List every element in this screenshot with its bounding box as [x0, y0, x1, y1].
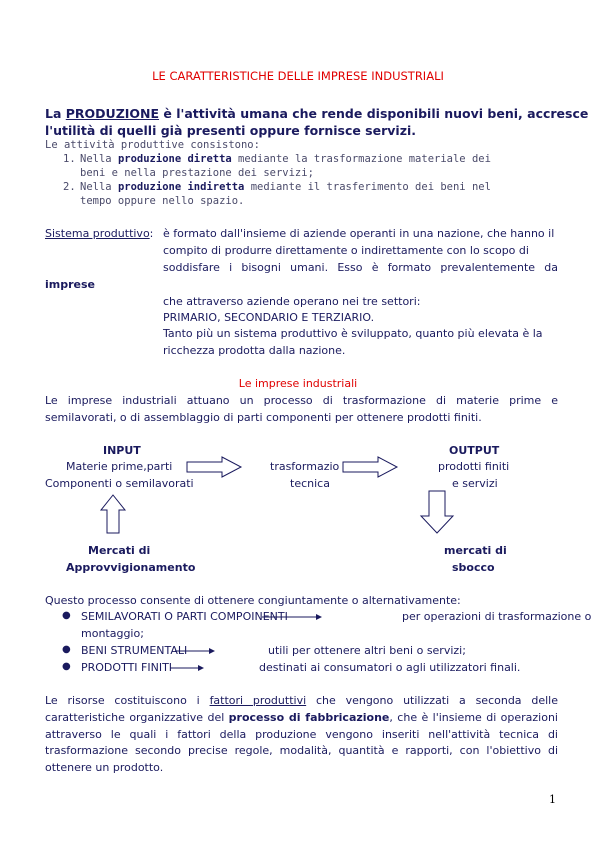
bullet-1-desc: per operazioni di trasformazione o [402, 610, 592, 623]
sistema-label-text: Sistema produttivo [45, 227, 150, 240]
arrow-right-icon [342, 456, 398, 478]
imprese-heading: Le imprese industriali [238, 377, 358, 390]
bullet-icon: ● [62, 610, 71, 621]
list-item-1-b: produzione diretta [117, 153, 232, 165]
sistema-line-4: che attraverso aziende operano nei tre settori: [163, 295, 421, 308]
intro-line-1 [45, 105, 588, 122]
risorse-line-5: ottenere un prodotto. [45, 761, 164, 774]
arrow-up-icon [100, 494, 126, 534]
intro-la: La [45, 106, 66, 121]
mercati-approvv-2: Approvvigionamento [66, 561, 196, 574]
imprese-para-1: Le imprese industriali attuano un processo di trasformazione di materie prime e [45, 394, 558, 407]
produzione-term: PRODUZIONE [65, 106, 160, 121]
sistema-imprese: imprese [45, 278, 95, 291]
sistema-label [45, 225, 153, 242]
page-number: 1 [549, 793, 556, 806]
bullet-icon: ● [62, 661, 71, 672]
output-line-1: prodotti finiti [438, 460, 510, 473]
sistema-line-2: compito di produrre direttamente o indirettamente con lo scopo di [163, 244, 529, 257]
list-item-1 [80, 152, 491, 166]
input-line-2: Componenti o semilavorati [45, 477, 194, 490]
risorse-line-2 [45, 709, 558, 726]
risorse-line-4: trasformazione secondo precise regole, modalità, quantità e rapporti, con l'obiettivo di [45, 744, 558, 757]
intro-rest: è l'attività umana che rende disponibili nuovi beni, accresce [159, 106, 589, 121]
risorse-l2-c: , che è l'insieme di operazioni [389, 711, 558, 724]
bullet-2-desc: utili per ottenere altri beni o servizi; [268, 644, 466, 657]
list-item-1-a: Nella [80, 153, 118, 165]
input-label: INPUT [103, 444, 141, 457]
intro-line-2: l'utilità di quelli già presenti oppure fornisce servizi. [45, 123, 417, 138]
list-item-1-cont: beni e nella prestazione dei servizi; [80, 167, 314, 179]
output-line-2: e servizi [452, 477, 498, 490]
risorse-l1-a: Le risorse costituiscono i [45, 694, 210, 707]
bullet-1-term: SEMILAVORATI O PARTI COMPOINENTI [81, 610, 288, 623]
mono-line-1: Le attività produttive consistono: [45, 139, 260, 151]
bullet-2-term: BENI STRUMENTALI [81, 644, 188, 657]
list-item-2-c: mediante il trasferimento dei beni nel [244, 181, 491, 193]
list-item-2-a: Nella [80, 181, 118, 193]
imprese-para-2: semilavorati, o di assemblaggio di parti componenti per ottenere prodotti finiti. [45, 411, 482, 424]
sistema-line-1: è formato dall'insieme di aziende operanti in una nazione, che hanno il [163, 227, 555, 240]
sistema-line-5: PRIMARIO, SECONDARIO E TERZIARIO. [163, 311, 375, 324]
input-line-1: Materie prime,parti [66, 460, 173, 473]
arrow-line-icon [262, 613, 322, 621]
list-item-1-c: mediante la trasformazione materiale dei [231, 153, 491, 165]
risorse-l2-a: caratteristiche organizzative del [45, 711, 229, 724]
list-item-2-b: produzione indiretta [117, 181, 245, 193]
mid-line-2: tecnica [290, 477, 330, 490]
bullet-icon: ● [62, 644, 71, 655]
fattori-produttivi-term: fattori produttivi [209, 694, 307, 707]
bullet-3-term: PRODOTTI FINITI [81, 661, 173, 674]
mercati-sbocco-1: mercati di [444, 544, 507, 557]
list-item-2 [80, 180, 491, 194]
mercati-approvv-1: Mercati di [88, 544, 151, 557]
page-title: LE CARATTERISTICHE DELLE IMPRESE INDUSTRIALI [152, 69, 444, 83]
risorse-l1-c: che vengono utilizzati a seconda delle [306, 694, 558, 707]
bullet-1-cont: montaggio; [81, 627, 144, 640]
sistema-line-3: soddisfare i bisogni umani. Esso è formato prevalentemente da [163, 261, 558, 274]
processo-fabbricazione-term: processo di fabbricazione [228, 711, 390, 724]
sistema-colon: : [149, 227, 154, 240]
list-num-2: 2. [63, 181, 76, 193]
risorse-line-1 [45, 692, 558, 709]
arrow-line-icon [175, 647, 215, 655]
mid-line-1: trasformazio [270, 460, 340, 473]
processo-intro: Questo processo consente di ottenere congiuntamente o alternativamente: [45, 594, 461, 607]
risorse-line-3: attraverso le quali i fattori della produzione vengono inseriti nell'attività tecnica di [45, 728, 558, 741]
arrow-line-icon [170, 664, 204, 672]
mercati-sbocco-2: sbocco [452, 561, 495, 574]
list-num-1: 1. [63, 153, 76, 165]
arrow-down-icon [420, 490, 454, 534]
sistema-line-6: Tanto più un sistema produttivo è sviluppato, quanto più elevata è la [163, 327, 543, 340]
list-item-2-cont: tempo oppure nello spazio. [80, 195, 245, 207]
output-label: OUTPUT [449, 444, 500, 457]
sistema-line-7: ricchezza prodotta dalla nazione. [163, 344, 346, 357]
bullet-3-desc: destinati ai consumatori o agli utilizzatori finali. [259, 661, 521, 674]
arrow-right-icon [186, 456, 242, 478]
